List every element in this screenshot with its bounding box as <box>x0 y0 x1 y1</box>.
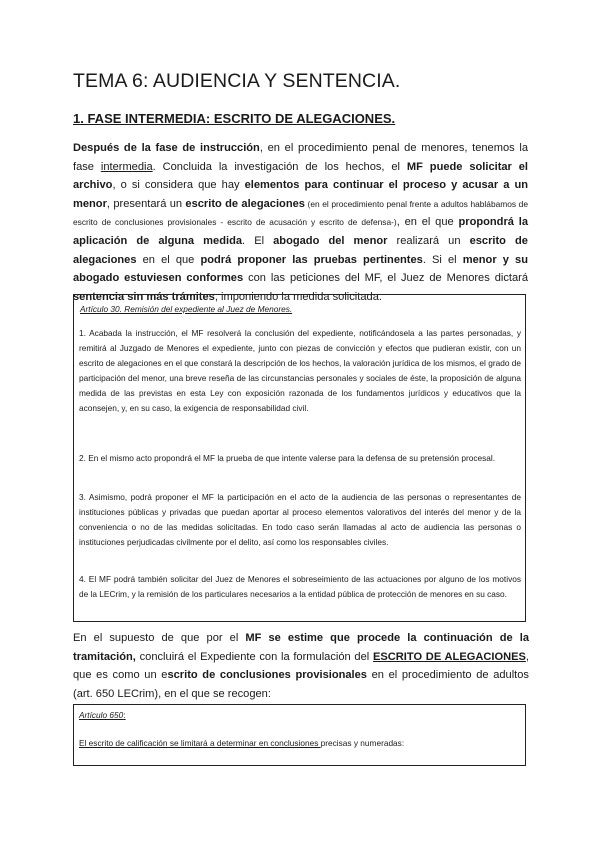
text-span: , presentará un <box>106 197 186 210</box>
text-span: , que es como un e <box>73 650 529 682</box>
article-30-heading: Artículo 30. Remisión del expediente al Juez de Menores. <box>80 304 293 314</box>
text-span: , imponiendo la medida solicitada. <box>214 290 382 303</box>
text-span: scrito de conclusiones provisionales <box>167 669 367 682</box>
text-span: , en el que <box>396 216 459 229</box>
text-span: podrá proponer las pruebas pertinentes <box>200 253 423 266</box>
article-650-heading <box>79 710 126 720</box>
text-span: elementos para continuar el proceso y acusar a un menor <box>73 179 528 210</box>
text-span: En el supuesto de que por el <box>73 632 246 644</box>
text-span: abogado del menor <box>273 234 388 247</box>
text-span: : <box>123 710 126 720</box>
section-heading: 1. FASE INTERMEDIA: ESCRITO DE ALEGACIONES. <box>73 111 396 126</box>
article-650-text <box>79 736 521 751</box>
text-span: concluirá el Expediente con la formulación del <box>135 650 373 663</box>
text-span: en el procedimiento de adultos (art. 650 LECrim), en el que se recogen: <box>73 669 529 700</box>
intro-paragraph <box>73 139 528 306</box>
text-span: escrito de alegaciones <box>73 234 528 266</box>
text-span: , en el procedimiento penal de menores, tenemos la fase <box>73 142 529 173</box>
article-30-paragraph-4: 4. El MF podrá también solicitar del Juez de Menores el sobreseimiento de las actuaciones por alguno de los motivos de la LECrim, y la remisión de los particulares necesarios a la entidad pública de protección de menores en su caso. <box>79 574 521 599</box>
text-span: MF puede solicitar el archivo <box>73 160 529 192</box>
text-span: El escrito de calificación se limitará a determinar en conclusiones <box>79 738 321 748</box>
text-span: . Si el <box>422 253 463 266</box>
text-span: ESCRITO DE ALEGACIONES <box>372 650 526 663</box>
text-span: . El <box>242 234 274 247</box>
text-span: en el que <box>136 253 201 266</box>
text-span: , o si considera que hay <box>112 179 245 192</box>
text-span: precisas y numeradas: <box>320 738 405 748</box>
text-span: propondrá la aplicación de alguna medida <box>73 216 528 247</box>
text-span: . Concluida la investigación de los hechos, el <box>152 160 407 173</box>
text-span: Después de la fase de instrucción <box>73 142 260 154</box>
text-span: escrito de alegaciones <box>185 197 305 210</box>
text-span: menor y su abogado estuviesen conformes <box>73 253 529 285</box>
article-30-box <box>73 294 526 622</box>
page-title: TEMA 6: AUDIENCIA Y SENTENCIA. <box>73 70 401 92</box>
text-span: con las peticiones del MF, el Juez de Menores dictará <box>243 272 529 285</box>
continuation-paragraph <box>73 629 529 703</box>
article-30-paragraph-1: 1. Acabada la instrucción, el MF resolverá la conclusión del expediente, notificándosela a las partes personadas, y remitirá al Juzgado de Menores el expediente, junto con piezas de convicción y efectos que pudieran existir, con un escrito de alegaciones en el que constará la descripción de los hechos, la valoración jurídica de los mismos, el grado de participación del menor, una breve reseña de las circunstancias personales y sociales de éste, la proposición de alguna medida de las previstas en esta Ley con exposición razonada de los fundamentos jurídicos y educativos que la aconsejen, y, en su caso, la exigencia de responsabilidad civil. <box>79 328 521 413</box>
text-span: realizará un <box>387 234 470 247</box>
article-650-box <box>73 704 526 766</box>
text-span: sentencia sin más trámites <box>73 290 215 303</box>
text-span: Artículo 650 <box>79 710 124 720</box>
text-span: MF se estime que procede la continuación de la tramitación, <box>73 632 529 663</box>
article-30-paragraph-2: 2. En el mismo acto propondrá el MF la prueba de que intente valerse para la defensa de su pretensión procesal. <box>79 453 496 463</box>
article-30-paragraph-3: 3. Asimismo, podrá proponer el MF la participación en el acto de la audiencia de las personas o representantes de instituciones públicas y privadas que puedan aportar al proceso elementos valorativos del interés del menor y de la conveniencia o no de las medidas solicitadas. En todo caso serán llamadas al acto de audiencia las personas o instituciones perjudicadas civilmente por el delito, así como los responsables civiles. <box>79 492 521 547</box>
text-span: (en el procedimiento penal frente a adultos hablábamos de escrito de conclusiones provisionales - escrito de acusación y escrito de defensa-) <box>73 198 528 228</box>
text-span: intermedia <box>100 160 153 173</box>
